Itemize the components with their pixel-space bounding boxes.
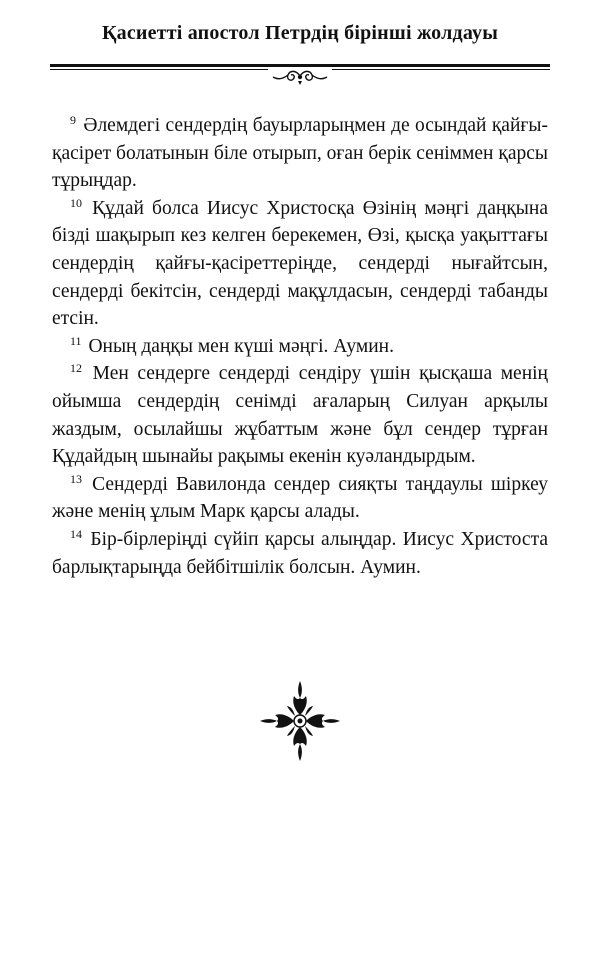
page-title: Қасиетті апостол Петрдің бірінші жолдауы (101, 22, 499, 44)
verse-number: 13 (70, 471, 82, 486)
floral-cross-icon (257, 678, 343, 764)
verse-text: Сендерді Вавилонда сендер сияқты таңдаулы шіркеу және менің ұлым Марк қарсы алады. (52, 473, 548, 523)
verse-number: 12 (70, 361, 82, 376)
verse-10 (52, 195, 548, 333)
verse-list (52, 112, 548, 581)
verse-13 (52, 471, 548, 526)
verse-number: 9 (70, 113, 76, 127)
verse-text: Әлемдегі сендердің бауырларыңмен де осындай қайғы-қасірет болатынын біле отырып, оған берік сеніммен қарсы тұрыңдар. (52, 115, 548, 192)
verse-9 (52, 112, 548, 195)
verse-text: Бір-бірлеріңді сүйіп қарсы алыңдар. Иисус Христоста барлықтарыңда бейбітшілік болсын. Аумин. (52, 528, 548, 578)
verse-text: Құдай болса Иисус Христосқа Өзінің мәңгі даңқына бізді шақырып кез келген берекемен, Өзі, қысқа уақыттағы сендердің қайғы-қасіреттеріңде, сендерді нығайтсын, сендерді бекітсін, сендерді мақұлдасын, сендерді табанды етсін. (52, 197, 548, 330)
verse-number: 10 (70, 195, 82, 210)
verse-11 (52, 333, 548, 361)
verse-text: Оның даңқы мен күші мәңгі. Аумин. (88, 335, 394, 357)
verse-number: 11 (70, 333, 82, 348)
verse-14 (52, 526, 548, 581)
verse-text: Мен сендерге сендерді сендіру үшін қысқаша менің ойымша сендердің сенімді ағаларың Силуан арқылы жаздым, осылайшы жұбаттым және бұл сендер тұрған Құдайдың шынайы рақымы екенін куәландырдым. (52, 363, 548, 468)
verse-12 (52, 360, 548, 470)
verse-number: 14 (70, 526, 82, 541)
scroll-ornament-icon (268, 67, 332, 87)
